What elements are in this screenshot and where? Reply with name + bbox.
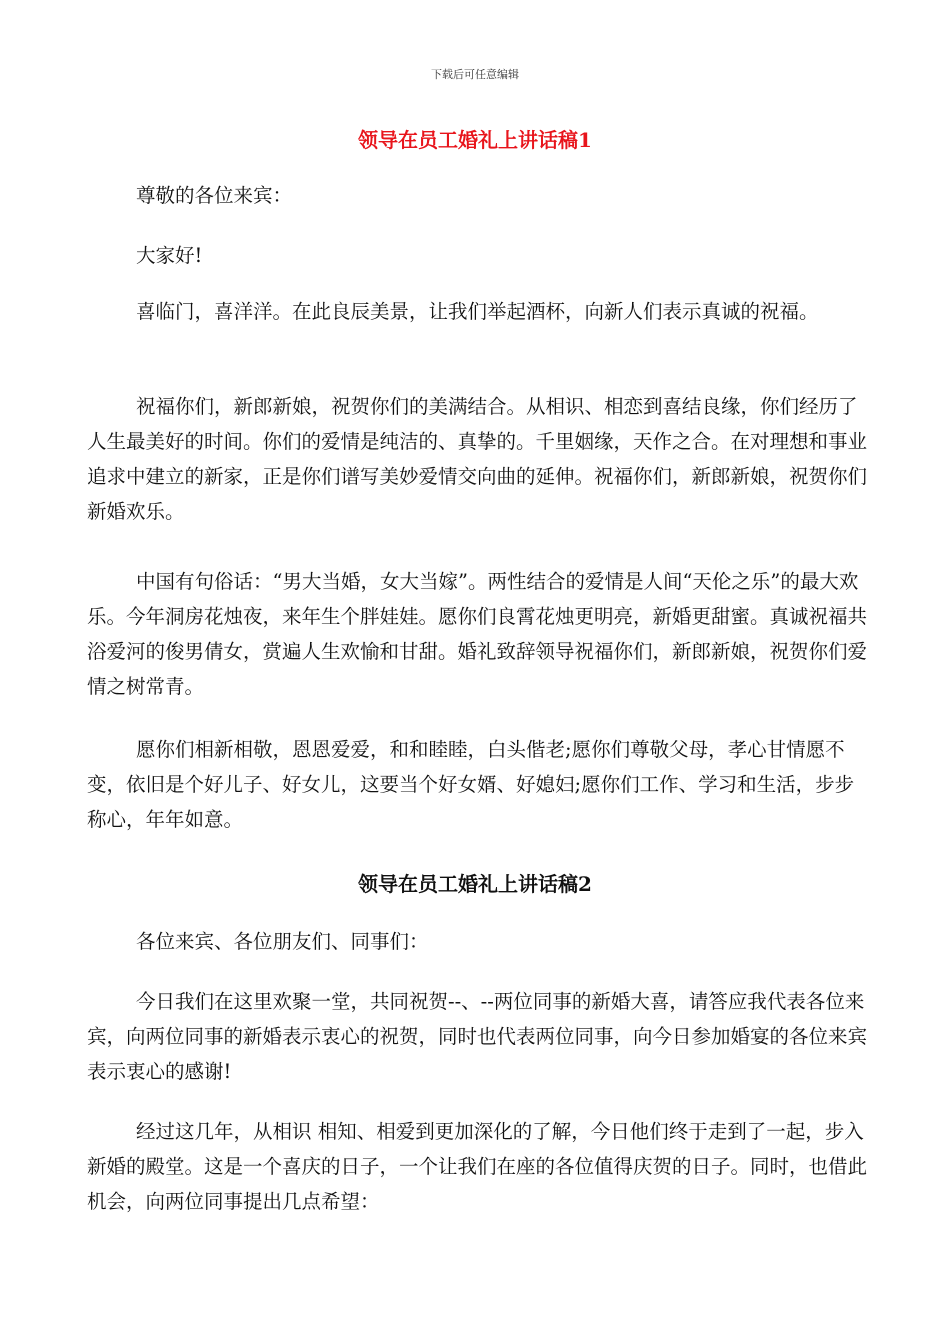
section-1-paragraph-2: 大家好! [136,244,203,267]
section-1-paragraph-1: 尊敬的各位来宾： [136,184,293,207]
section-1-paragraph-6: 愿你们相新相敬，恩恩爱爱，和和睦睦，白头偕老;愿你们尊敬父母，孝心甘情愿不变，依旧是个好儿子、好女儿，这要当个好女婿、好媳妇;愿你们工作、学习和生活，步步称心，年年如意。 [87,738,855,831]
section-1-title: 领导在员工婚礼上讲话稿1 [358,128,592,152]
section-1-paragraph-3: 喜临门，喜洋洋。在此良辰美景，让我们举起酒杯，向新人们表示真诚的祝福。 [136,300,819,323]
section-2-paragraph-3: 经过这几年，从相识 相知、相爱到更加深化的了解，今日他们终于走到了一起，步入新婚的殿堂。这是一个喜庆的日子，一个让我们在座的各位值得庆贺的日子。同时，也借此机会，向两位同事提出几点希望： [87,1120,868,1213]
section-2-paragraph-2: 今日我们在这里欢聚一堂，共同祝贺--、--两位同事的新婚大喜，请答应我代表各位来宾，向两位同事的新婚表示衷心的祝贺，同时也代表两位同事，向今日参加婚宴的各位来宾表示衷心的感谢! [87,990,868,1083]
section-2-paragraph-1: 各位来宾、各位朋友们、同事们： [136,930,429,953]
section-2-title: 领导在员工婚礼上讲话稿2 [358,872,592,896]
section-1-paragraph-4: 祝福你们，新郎新娘，祝贺你们的美满结合。从相识、相恋到喜结良缘，你们经历了人生最美好的时间。你们的爱情是纯洁的、真挚的。千里姻缘，天作之合。在对理想和事业追求中建立的新家，正是你们谱写美妙爱情交向曲的延伸。祝福你们，新郎新娘，祝贺你们新婚欢乐。 [87,395,868,523]
header-note: 下载后可任意编辑 [431,68,519,81]
section-1-paragraph-5: 中国有句俗话：“男大当婚，女大当嫁”。两性结合的爱情是人间“天伦之乐”的最大欢乐。今年洞房花烛夜，来年生个胖娃娃。愿你们良霄花烛更明亮，新婚更甜蜜。真诚祝福共浴爱河的俊男倩女，赏遍人生欢愉和甘甜。婚礼致辞领导祝福你们，新郎新娘，祝贺你们爱情之树常青。 [87,570,868,698]
